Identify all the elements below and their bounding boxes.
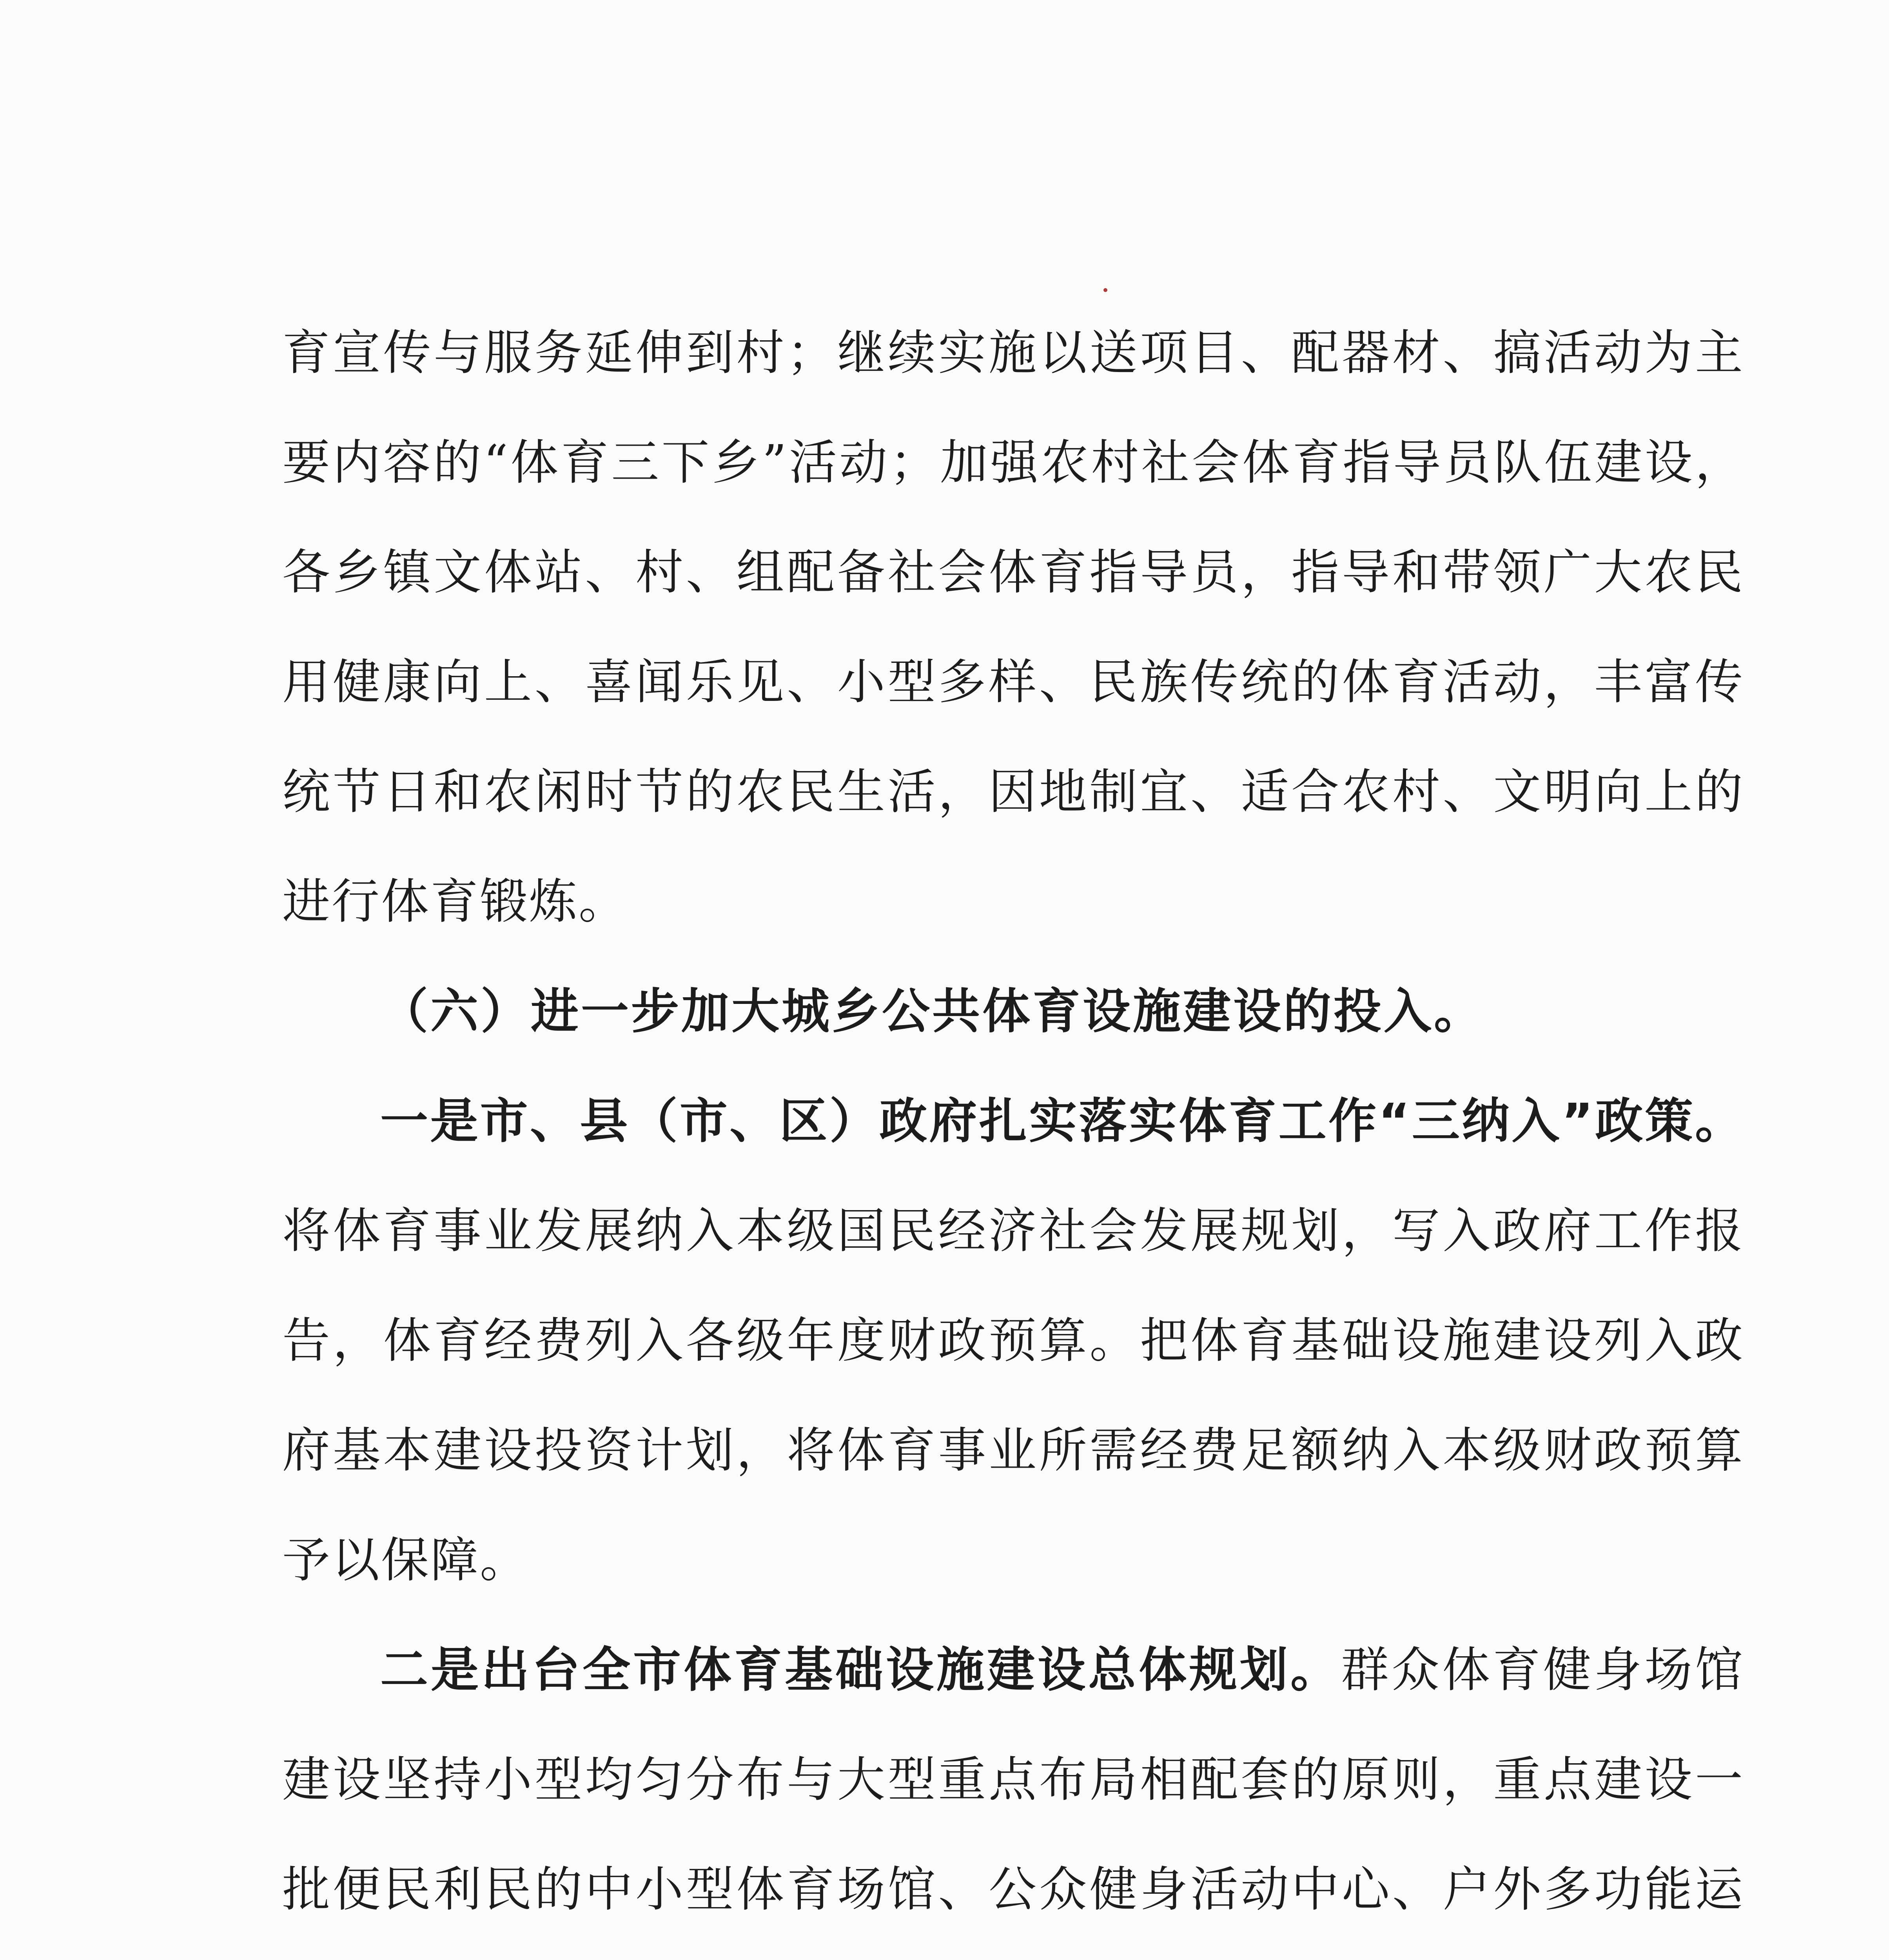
- paragraph-text: 育宣传与服务延伸到村；继续实施以送项目、配器材、搞活动为主要内容的“体育三下乡”活动；加强农村社会体育指导员队伍建设，各乡镇文体站、村、组配备社会体育指导员，指导和带领广大农民用健康向上、喜闻乐见、小型多样、民族传统的体育活动，丰富传统节日和农闲时节的农民生活，因地制宜、适合农村、文明向上的进行体育锻炼。: [282, 325, 1744, 929]
- point-two-text: 群众体育健身场馆建设坚持小型均匀分布与大型重点布局相配套的原则，重点建设一批便民利民的中小型体育场馆、公众健身活动中心、户外多功能运: [282, 1642, 1744, 1917]
- ink-speck: [1103, 288, 1107, 292]
- point-two-title: 二是出台全市体育基础设施建设总体规划。: [380, 1642, 1341, 1698]
- document-body: [282, 298, 1744, 1960]
- point-one-text: 将体育事业发展纳入本级国民经济社会发展规划，写入政府工作报告，体育经费列入各级年度财政预算。把体育基础设施建设列入政府基本建设投资计划，将体育事业所需经费足额纳入本级财政预算予以保障。: [282, 1203, 1744, 1588]
- paragraph-point-one: [282, 1066, 1744, 1615]
- paragraph-continuation: [282, 298, 1744, 956]
- point-one-title: 一是市、县（市、区）政府扎实落实体育工作“三纳入”政策。: [380, 1093, 1744, 1149]
- paragraph-point-two: [282, 1615, 1744, 1960]
- section-heading: [282, 956, 1744, 1066]
- section-heading-text: （六）进一步加大城乡公共体育设施建设的投入。: [380, 984, 1484, 1039]
